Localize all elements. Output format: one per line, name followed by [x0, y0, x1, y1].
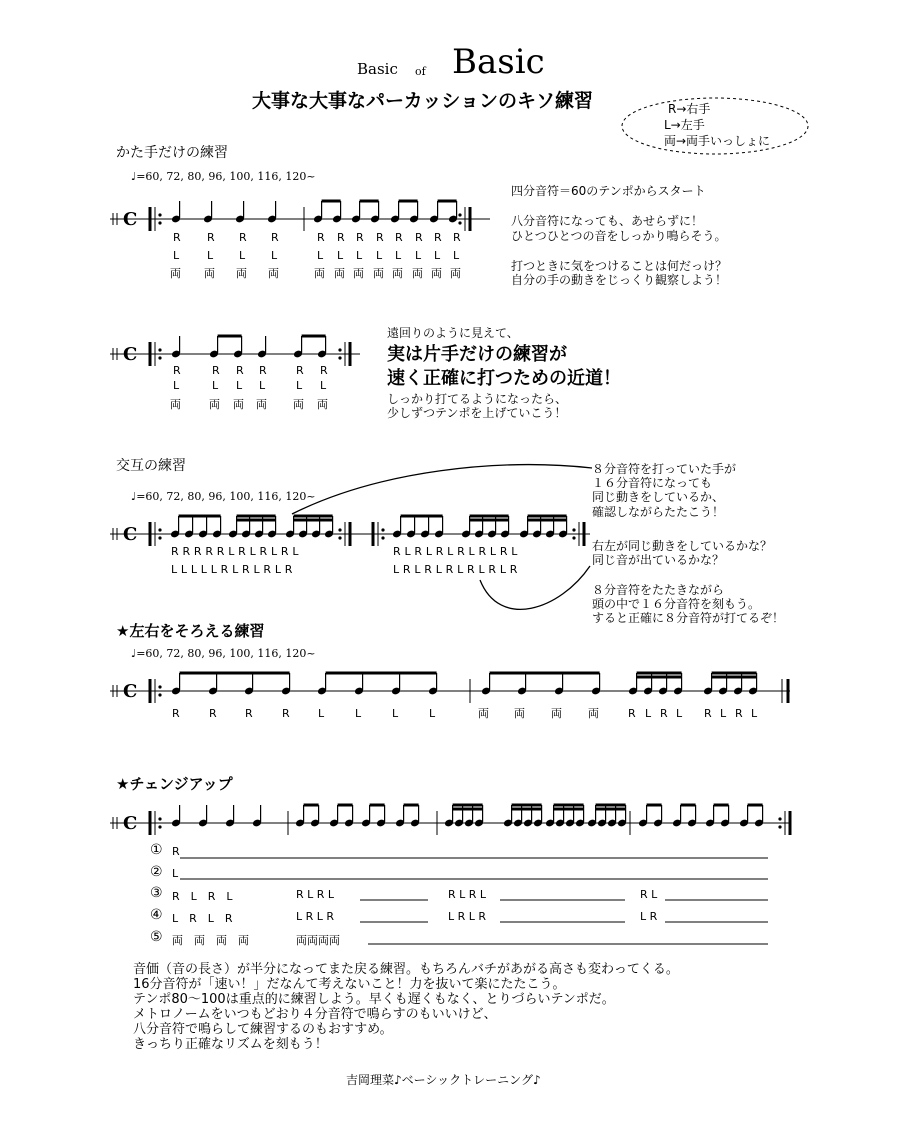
- sticking: 両: [514, 707, 525, 720]
- repeat-dot: [158, 693, 161, 696]
- sticking-l: L: [320, 379, 327, 392]
- title-basic-small: Basic: [357, 60, 398, 78]
- sticking-r: R: [434, 231, 442, 244]
- sticking-r: R: [395, 231, 403, 244]
- note-1: ８分音符を打っていた手が: [592, 462, 737, 476]
- sticking: 両: [478, 707, 489, 720]
- sticking: R: [735, 707, 743, 720]
- sticking-both: 両: [170, 267, 181, 280]
- tip-4: 打つときに気をつけることは何だっけ？: [511, 259, 728, 273]
- sticking-l: L: [173, 249, 180, 262]
- tip-5: 自分の手の動きをじっくり観察しよう！: [511, 273, 728, 287]
- sticking-both: 両: [412, 267, 423, 280]
- sticking-b2: LRLRLRLRLRLR: [393, 563, 522, 576]
- repeat-dot: [778, 825, 781, 828]
- note-5: 右左が同じ動きをしているかな？: [592, 539, 773, 553]
- sticking-b1: RLRLRLRLRLRL: [393, 545, 522, 558]
- bottom-line-1: 音価（音の長さ）が半分になってまた戻る練習。もちろんバチがあがる高さも変わってくる。: [133, 962, 679, 977]
- sticking: R: [172, 707, 180, 720]
- sticking-r: R: [296, 364, 304, 377]
- sticking-both: 両: [204, 267, 215, 280]
- sticking: R: [245, 707, 253, 720]
- repeat-dot: [778, 817, 781, 820]
- row-part: L R L R: [448, 910, 487, 923]
- advice-4: しっかり打てるようになったら、: [387, 392, 568, 406]
- sticking-r: R: [212, 364, 220, 377]
- sticking-l: L: [395, 249, 402, 262]
- repeat-dot: [158, 685, 161, 688]
- section3-title: ★左右をそろえる練習: [116, 622, 265, 640]
- sticking-r: R: [239, 231, 247, 244]
- sticking-l: L: [207, 249, 214, 262]
- page-subtitle: 大事な大事なパーカッションのキソ練習: [252, 90, 594, 112]
- row-part: L R: [640, 910, 658, 923]
- repeat-dot: [338, 348, 341, 351]
- repeat-dot: [572, 536, 575, 539]
- repeat-dot: [338, 528, 341, 531]
- sticking-l: L: [317, 249, 324, 262]
- sticking: R: [282, 707, 290, 720]
- row-part: 両両両両: [296, 934, 340, 947]
- note-2: １６分音符になっても: [592, 476, 713, 490]
- row-prefix: L R L R: [172, 912, 233, 925]
- note-4: 確認しながらたたこう！: [592, 505, 725, 519]
- sticking: L: [429, 707, 436, 720]
- sticking: 両: [588, 707, 599, 720]
- sticking-r: R: [453, 231, 461, 244]
- connector-curve: [292, 465, 592, 514]
- sticking-l: L: [337, 249, 344, 262]
- connector-curve: [480, 566, 590, 609]
- bottom-line-5: 八分音符で鳴らして練習するのもおすすめ。: [133, 1022, 393, 1037]
- sticking: L: [751, 707, 758, 720]
- sticking: R: [209, 707, 217, 720]
- sticking: 両: [551, 707, 562, 720]
- sticking-r: R: [173, 364, 181, 377]
- sticking-both: 両: [314, 267, 325, 280]
- sticking-l: L: [239, 249, 246, 262]
- sticking-r: R: [320, 364, 328, 377]
- repeat-dot: [338, 356, 341, 359]
- sticking-r: R: [271, 231, 279, 244]
- note-6: 同じ音が出ているかな？: [592, 553, 725, 567]
- advice-3: 速く正確に打つための近道！: [387, 368, 621, 389]
- repeat-dot: [381, 536, 384, 539]
- common-time: C: [123, 209, 138, 230]
- repeat-dot: [158, 825, 161, 828]
- repeat-dot: [381, 528, 384, 531]
- bottom-line-4: メトロノームをいつもどおり４分音符で鳴らすのもいいけど、: [133, 1007, 497, 1022]
- sticking-a2: LLLLLRLRLRLR: [171, 563, 297, 576]
- row-prefix: L: [172, 867, 179, 880]
- sticking-r: R: [259, 364, 267, 377]
- sticking-both: 両: [450, 267, 461, 280]
- bottom-line-3: テンポ80〜100は重点的に練習しよう。早くも遅くもなく、とりづらいテンポだ。: [133, 992, 615, 1007]
- repeat-dot: [458, 213, 461, 216]
- sticking: L: [645, 707, 652, 720]
- sticking-l: L: [173, 379, 180, 392]
- sticking: R: [704, 707, 712, 720]
- tip-1: 四分音符＝60のテンポからスタート: [511, 184, 706, 198]
- row-number: ②: [150, 864, 163, 880]
- sticking-r: R: [173, 231, 181, 244]
- sticking-both: 両: [353, 267, 364, 280]
- sticking-r: R: [376, 231, 384, 244]
- sticking-l: L: [415, 249, 422, 262]
- repeat-dot: [458, 221, 461, 224]
- sticking: L: [318, 707, 325, 720]
- sticking-r: R: [356, 231, 364, 244]
- row-prefix: R L R L: [172, 890, 233, 903]
- tempo-marking-1: ♩=60, 72, 80, 96, 100, 116, 120~: [131, 170, 316, 183]
- sticking-r: R: [415, 231, 423, 244]
- sticking: L: [676, 707, 683, 720]
- sticking: R: [628, 707, 636, 720]
- sticking-both: 両: [431, 267, 442, 280]
- sticking-both: 両: [268, 267, 279, 280]
- repeat-dot: [158, 356, 161, 359]
- sticking-both: 両: [233, 398, 244, 411]
- sticking-both: 両: [317, 398, 328, 411]
- sticking: R: [660, 707, 668, 720]
- sticking-l: L: [356, 249, 363, 262]
- row-number: ④: [150, 907, 163, 923]
- repeat-dot: [158, 536, 161, 539]
- sticking-r: R: [236, 364, 244, 377]
- sticking-l: L: [296, 379, 303, 392]
- sticking-both: 両: [170, 398, 181, 411]
- common-time: C: [123, 813, 138, 834]
- note-3: 同じ動きをしているか、: [592, 490, 725, 504]
- sticking-both: 両: [236, 267, 247, 280]
- sticking-l: L: [376, 249, 383, 262]
- row-part: R L: [640, 888, 658, 901]
- repeat-dot: [158, 817, 161, 820]
- tip-2: 八分音符になっても、あせらずに！: [511, 214, 704, 228]
- sticking-l: L: [271, 249, 278, 262]
- legend-r: R→右手: [668, 102, 711, 116]
- sticking-both: 両: [373, 267, 384, 280]
- row-number: ①: [150, 842, 163, 858]
- advice-5: 少しずつテンポを上げていこう！: [387, 406, 567, 420]
- footer-credit: 吉岡理菜♪ベーシックトレーニング♪: [346, 1073, 541, 1087]
- repeat-dot: [338, 536, 341, 539]
- row-prefix: 両 両 両 両: [172, 934, 249, 947]
- legend-both: 両→両手いっしょに: [664, 134, 771, 148]
- sticking-l: L: [236, 379, 243, 392]
- note-9: すると正確に８分音符が打てるぞ！: [592, 611, 785, 625]
- repeat-dot: [158, 213, 161, 216]
- row-number: ⑤: [150, 929, 163, 945]
- sticking-l: L: [212, 379, 219, 392]
- title-basic-big: Basic: [452, 42, 545, 82]
- bottom-line-6: きっちり正確なリズムを刻もう！: [133, 1037, 328, 1052]
- tip-3: ひとつひとつの音をしっかり鳴らそう。: [511, 229, 727, 243]
- row-part: R L R L: [448, 888, 487, 901]
- note-8: 頭の中で１６分音符を刻もう。: [592, 597, 761, 611]
- sticking-both: 両: [334, 267, 345, 280]
- sticking: L: [355, 707, 362, 720]
- sticking: L: [392, 707, 399, 720]
- bottom-line-2: 16分音符が「速い！」だなんて考えないこと！力を抜いて楽にたたこう。: [133, 977, 566, 992]
- advice-1: 遠回りのように見えて、: [387, 326, 519, 340]
- repeat-dot: [158, 221, 161, 224]
- repeat-dot: [158, 348, 161, 351]
- common-time: C: [123, 681, 138, 702]
- section2-title: 交互の練習: [116, 458, 186, 474]
- tempo-marking-3: ♩=60, 72, 80, 96, 100, 116, 120~: [131, 647, 316, 660]
- sticking-r: R: [207, 231, 215, 244]
- sticking-l: L: [259, 379, 266, 392]
- note-7: ８分音符をたたきながら: [592, 583, 725, 597]
- row-part: R L R L: [296, 888, 335, 901]
- section1-title: かた手だけの練習: [116, 145, 228, 161]
- advice-2: 実は片手だけの練習が: [387, 344, 567, 365]
- row-number: ③: [150, 885, 163, 901]
- title-of: of: [415, 65, 426, 78]
- common-time: C: [123, 344, 138, 365]
- sticking-both: 両: [392, 267, 403, 280]
- sticking: L: [720, 707, 727, 720]
- repeat-dot: [572, 528, 575, 531]
- tempo-marking-2: ♩=60, 72, 80, 96, 100, 116, 120~: [131, 490, 316, 503]
- common-time: C: [123, 524, 138, 545]
- repeat-dot: [158, 528, 161, 531]
- sticking-both: 両: [293, 398, 304, 411]
- section4-title: ★チェンジアップ: [116, 775, 233, 793]
- legend-l: L→左手: [664, 118, 705, 132]
- sticking-l: L: [434, 249, 441, 262]
- sticking-r: R: [337, 231, 345, 244]
- sticking-l: L: [453, 249, 460, 262]
- sticking-r: R: [317, 231, 325, 244]
- sticking-both: 両: [209, 398, 220, 411]
- sticking-a1: RRRRRLRLRLRL: [171, 545, 303, 558]
- row-prefix: R: [172, 845, 180, 858]
- row-part: L R L R: [296, 910, 335, 923]
- sticking-both: 両: [256, 398, 267, 411]
